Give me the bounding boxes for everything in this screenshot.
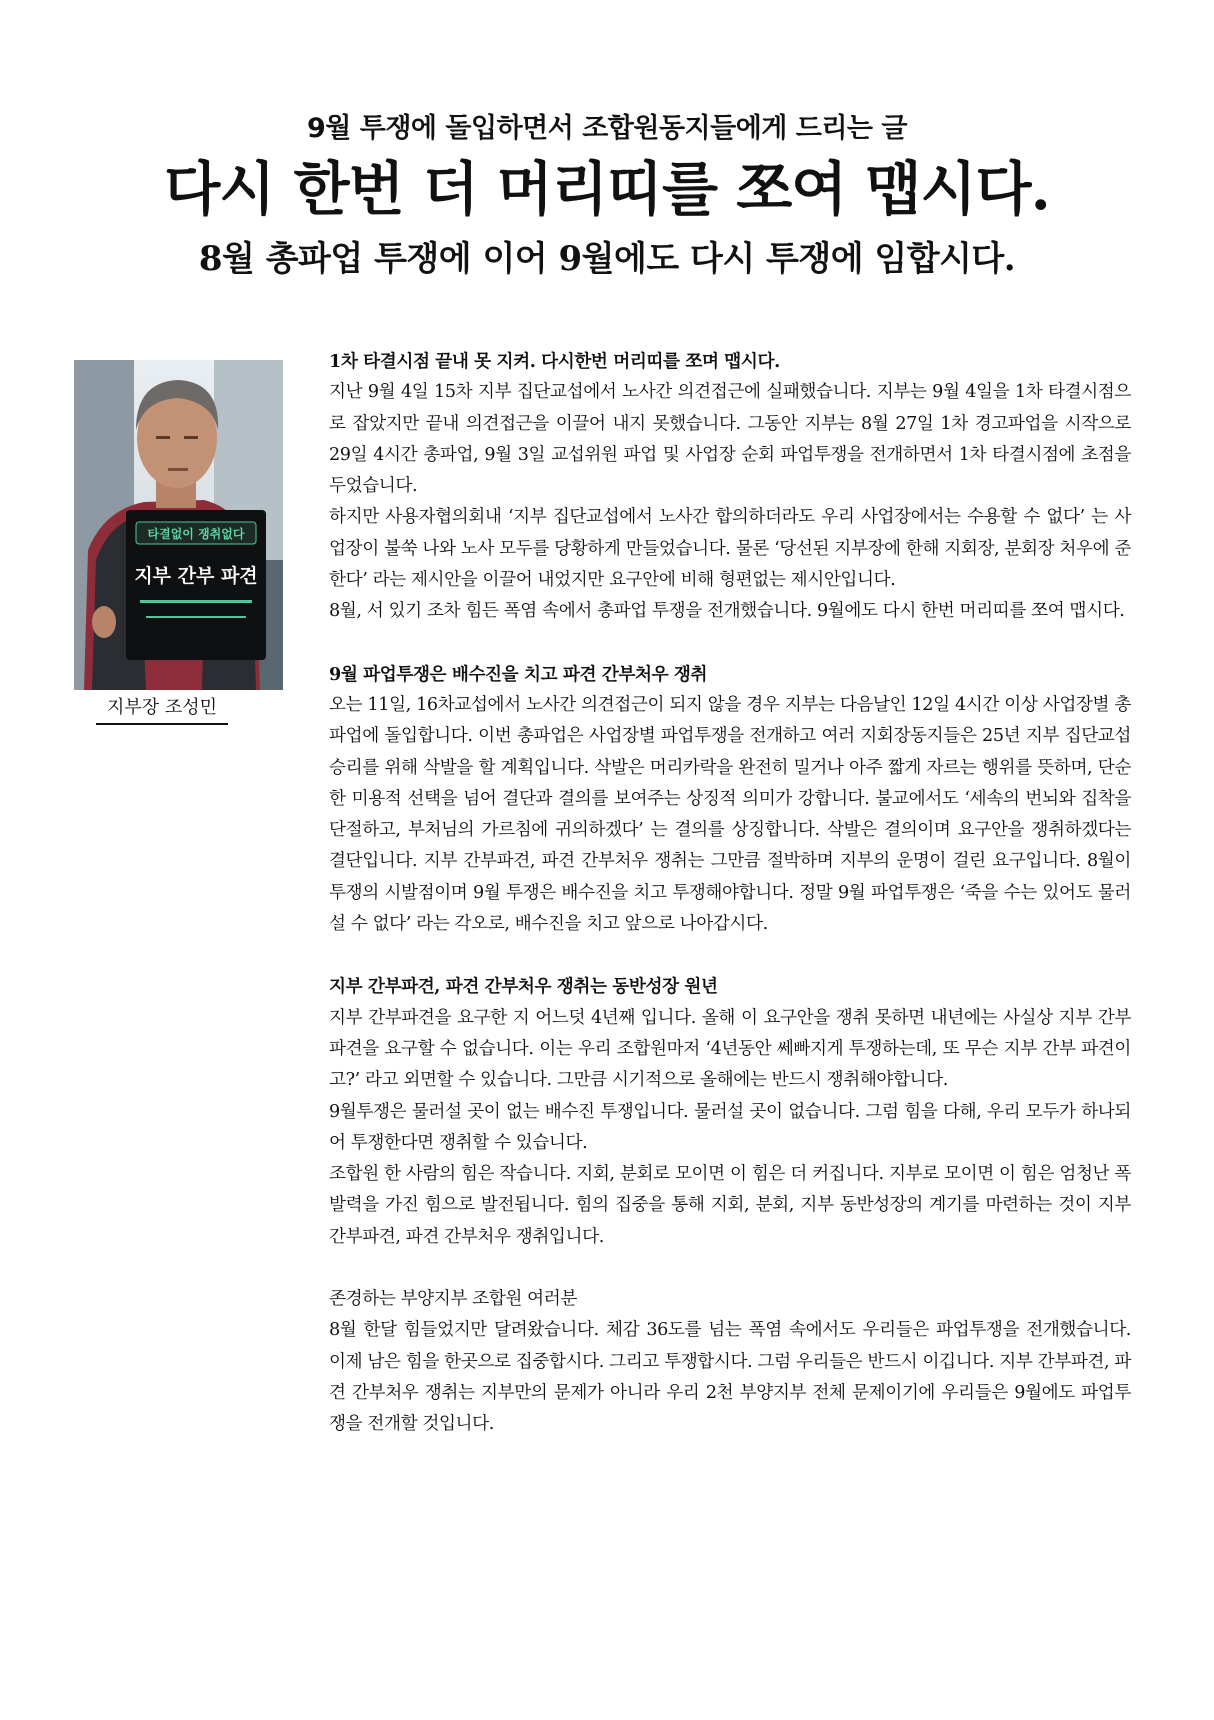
paragraph: 9월투쟁은 물러설 곳이 없는 배수진 투쟁입니다. 물러설 곳이 없습니다. 그럼 힘을 다해, 우리 모두가 하나되어 투쟁한다면 쟁취할 수 있습니다. [329, 1101, 1131, 1153]
paragraph: 하지만 사용자협의회내 ‘지부 집단교섭에서 노사간 합의하더라도 우리 사업장에서는 수용할 수 없다’ 는 사업장이 불쑥 나와 노사 모두를 당황하게 만들었습니다. 물론 ‘당선된 지부장에 한해 지회장, 분회장 처우에 준한다’ 라는 제시안을 이끌어 내었지만 요구안에 비해 형편없는 제시안입니다. [329, 507, 1131, 591]
section-september-strike [329, 659, 1131, 941]
paragraph: 8월 한달 힘들었지만 달려왔습니다. 체감 36도를 넘는 폭염 속에서도 우리들은 파업투쟁을 전개했습니다. 이제 남은 힘을 한곳으로 집중합시다. 그리고 투쟁합시다. 그럼 우리들은 반드시 이깁니다. 지부 간부파견, 파견 간부처우 쟁취는 지부만의 문제가 아니라 우리 2천 부양지부 전체 문제이기에 우리들은 9월에도 파업투쟁을 전개할 것입니다. [329, 1320, 1131, 1435]
sign-main-text: 지부 간부 파견 [134, 565, 258, 587]
document-title: 다시 한번 더 머리띠를 쪼여 맵시다. [164, 155, 1050, 223]
document-secondary-title: 8월 총파업 투쟁에 이어 9월에도 다시 투쟁에 임합시다. [198, 239, 1016, 279]
section-heading: 지부 간부파견, 파견 간부처우 쟁취는 동반성장 원년 [329, 976, 718, 998]
section-heading: 9월 파업투쟁은 배수진을 치고 파견 간부처우 쟁취 [329, 663, 708, 685]
article-body [329, 346, 1131, 1441]
paragraph: 8월, 서 있기 조차 힘든 폭염 속에서 총파업 투쟁을 전개했습니다. 9월에도 다시 한번 머리띠를 쪼여 맵시다. [329, 601, 1125, 622]
portrait-photo [74, 360, 283, 690]
section-tentative-agreement [329, 346, 1131, 628]
section-closing-address [329, 1284, 1131, 1440]
section-heading: 존경하는 부양지부 조합원 여러분 [329, 1289, 577, 1310]
paragraph: 지부 간부파견을 요구한 지 어느덧 4년째 입니다. 올해 이 요구안을 쟁취 못하면 내년에는 사실상 지부 간부파견을 요구할 수 없습니다. 이는 우리 조합원마저 ‘4년동안 쎄빠지게 투쟁하는데, 또 무슨 지부 간부 파견이고?’ 라고 외면할 수 있습니다. 그만큼 시기적으로 올해에는 반드시 쟁취해야합니다. [329, 1007, 1131, 1091]
photo-caption: 지부장 조성민 [96, 694, 228, 725]
paragraph: 조합원 한 사람의 힘은 작습니다. 지회, 분회로 모이면 이 힘은 더 커집니다. 지부로 모이면 이 힘은 엄청난 폭발력을 가진 힘으로 발전됩니다. 힘의 집중을 통해 지회, 분회, 지부 동반성장의 계기를 마련하는 것이 지부 간부파견, 파견 간부처우 쟁취입니다. [329, 1164, 1131, 1247]
document-subtitle: 9월 투쟁에 돌입하면서 조합원동지들에게 드리는 글 [306, 113, 907, 144]
paragraph: 오는 11일, 16차교섭에서 노사간 의견접근이 되지 않을 경우 지부는 다음날인 12일 4시간 이상 사업장별 총파업에 돌입합니다. 이번 총파업은 사업장별 파업투쟁을 전개하고 여러 지회장동지들은 25년 지부 집단교섭 승리를 위해 삭발을 할 계획입니다. 삭발은 머리카락을 완전히 밀거나 아주 짧게 자르는 행위를 뜻하며, 단순한 미용적 선택을 넘어 결단과 결의를 보여주는 상징적 의미가 강합니다. 불교에서도 ‘세속의 번뇌와 집착을 단절하고, 부처님의 가르침에 귀의하겠다’ 는 결의를 상징합니다. 삭발은 결의이며 요구안을 쟁취하겠다는 결단입니다. 지부 간부파견, 파견 간부처우 쟁취는 그만큼 절박하며 지부의 운명이 걸린 요구입니다. 8월이 투쟁의 시발점이며 9월 투쟁은 배수진을 치고 투쟁해야합니다. 정말 9월 파업투쟁은 ‘죽을 수는 있어도 물러설 수 없다’ 라는 각오로, 배수진을 치고 앞으로 나아갑시다. [329, 694, 1131, 935]
paragraph: 지난 9월 4일 15차 지부 집단교섭에서 노사간 의견접근에 실패했습니다. 지부는 9월 4일을 1차 타결시점으로 잡았지만 끝내 의견접근을 이끌어 내지 못했습니다. 그동안 지부는 8월 27일 1차 경고파업을 시작으로 29일 4시간 총파업, 9월 3일 교섭위원 파업 및 사업장 순회 파업투쟁을 전개하면서 1차 타결시점에 초점을 두었습니다. [329, 382, 1131, 497]
section-heading: 1차 타결시점 끝내 못 지켜. 다시한번 머리띠를 쪼며 맵시다. [329, 351, 780, 372]
sign-top-text: 타결없이 쟁취없다 [147, 527, 245, 541]
section-dispatch-demand [329, 971, 1131, 1253]
header [0, 110, 1214, 284]
